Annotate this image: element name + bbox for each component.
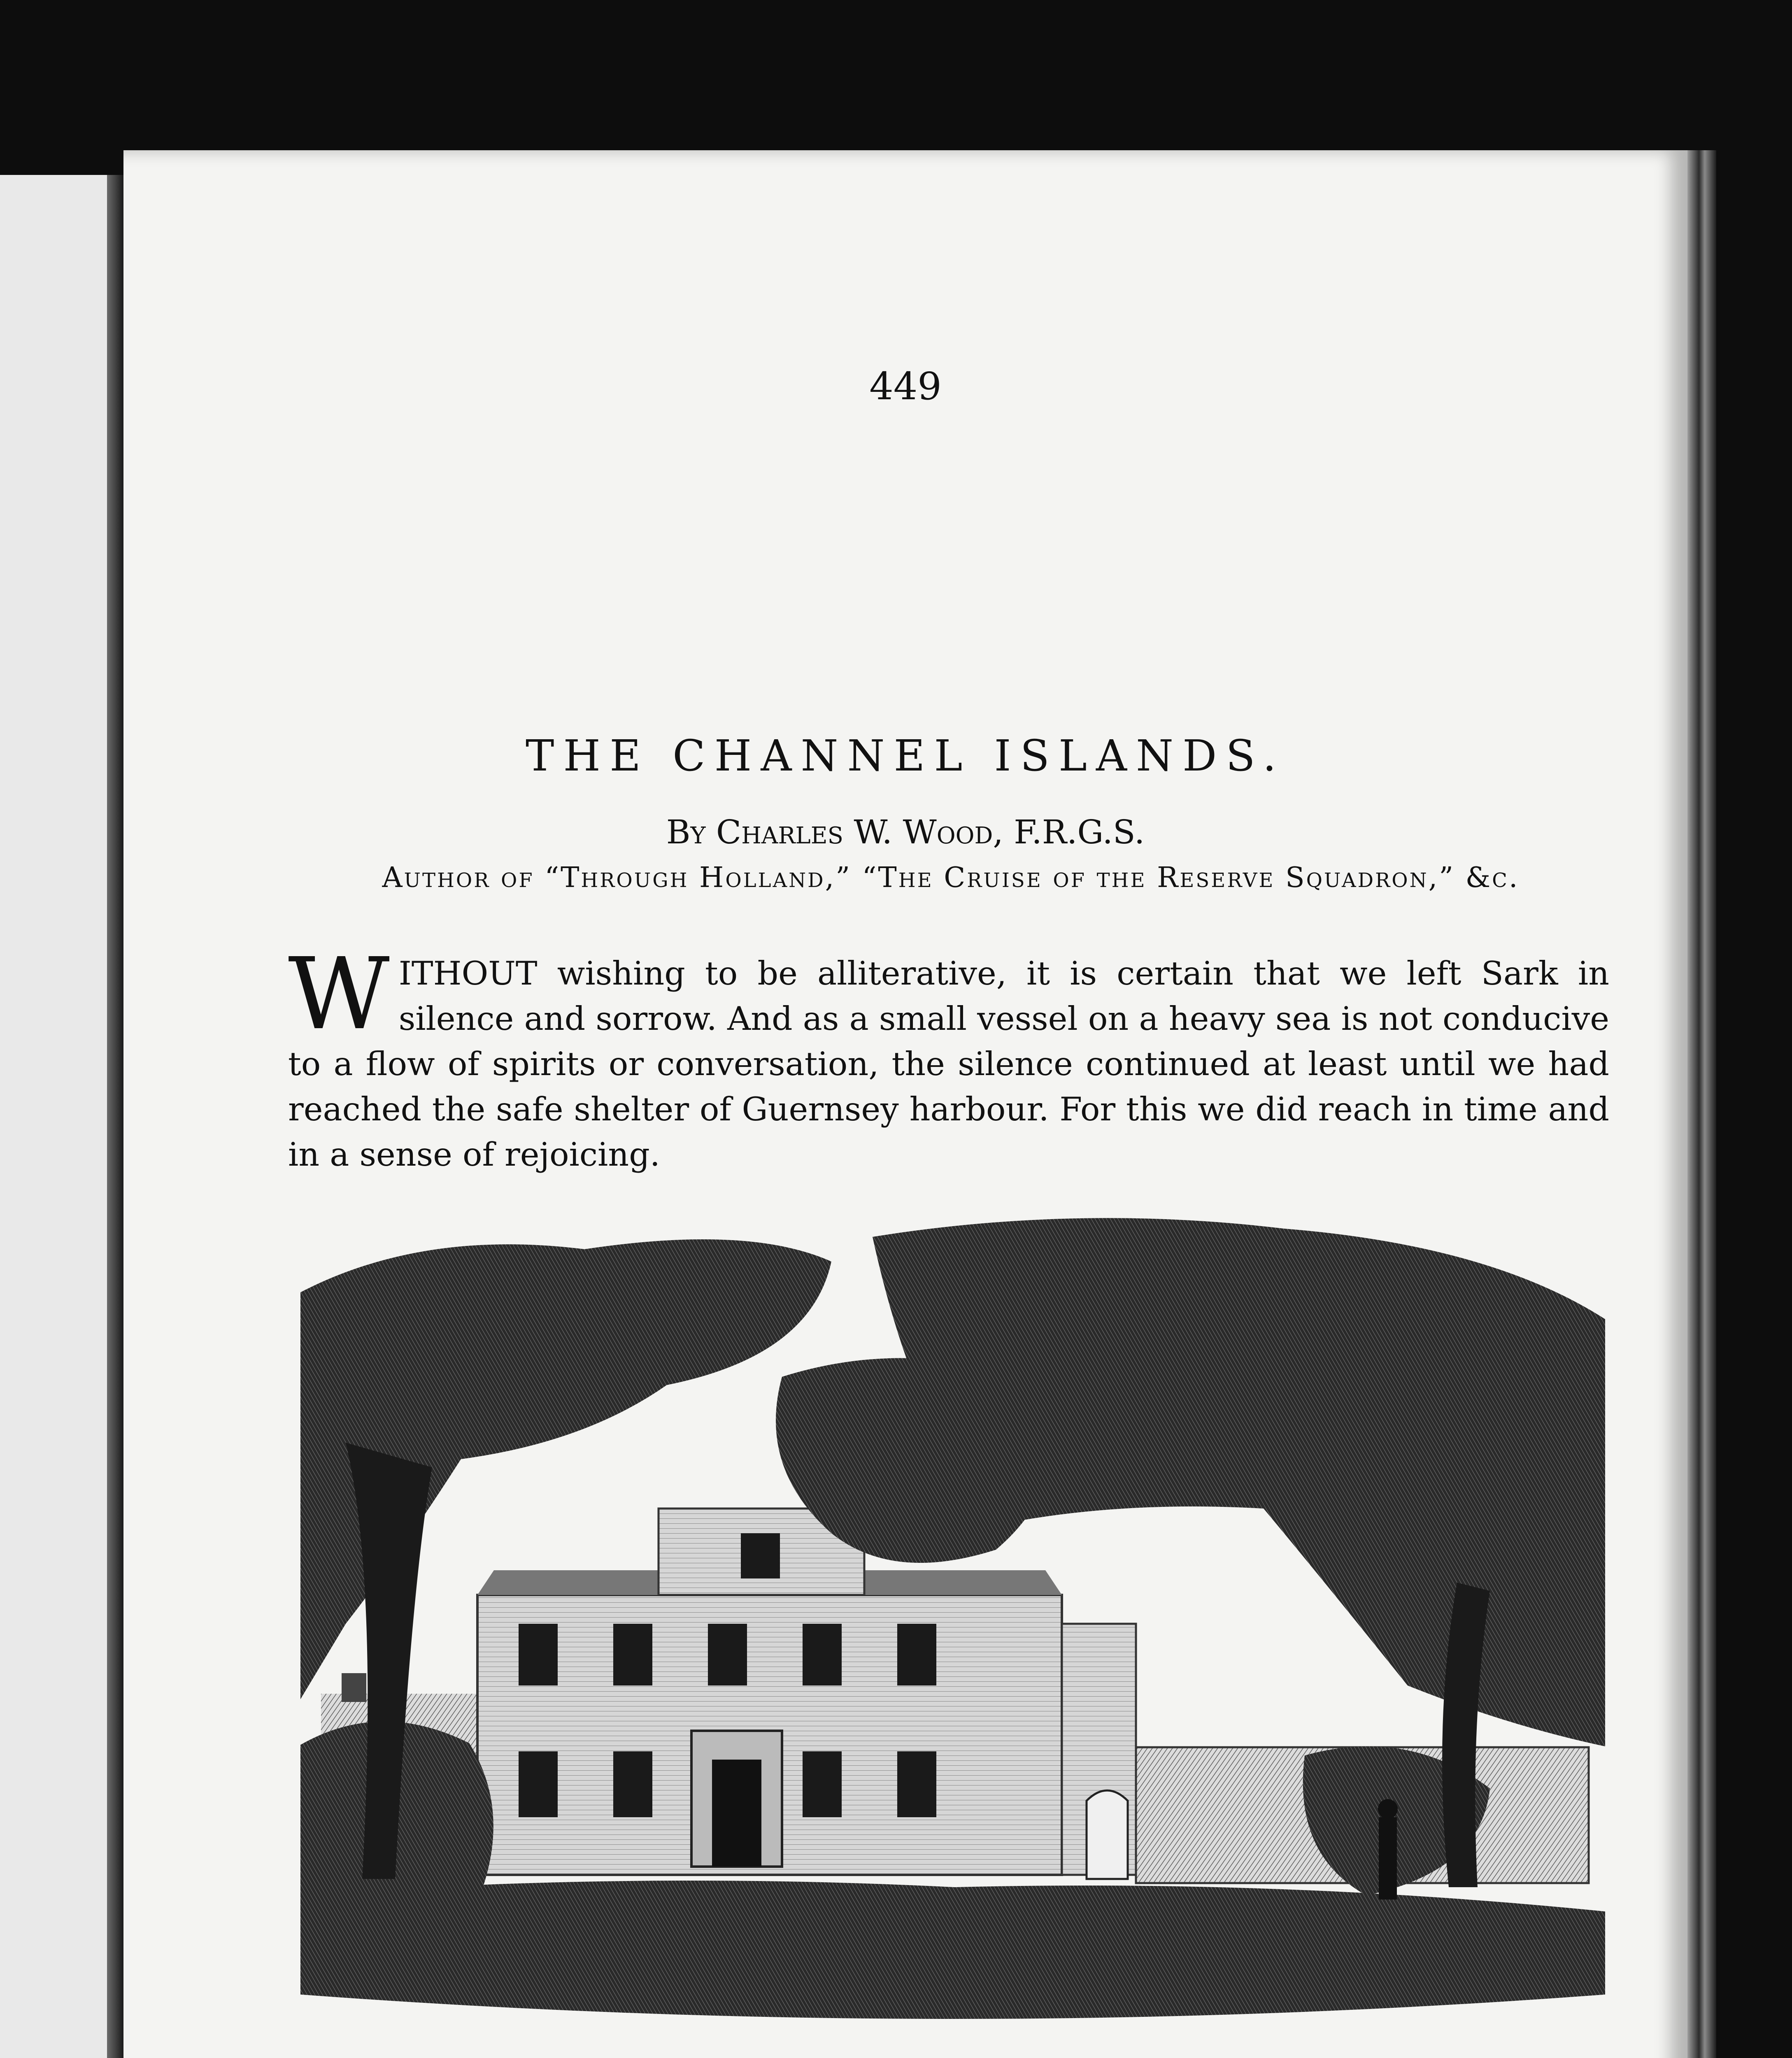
facing-page-edge [0,175,112,2058]
author-works: Author of “Through Holland,” “The Cruise of the Reserve Squadron,” &c. [382,861,1520,894]
opening-paragraph [288,936,1609,1177]
engraving-illustration [296,1212,1609,2058]
lead-in-word: ITHOUT [398,955,538,992]
book-gutter [107,175,123,2058]
drop-cap: W [288,936,390,1052]
author-byline: By Charles W. Wood, F.R.G.S. [666,813,1145,851]
house-engraving [296,1212,1609,2058]
paragraph-text: wishing to be alliterative, it is certain that we left Sark in silence and sorrow. And as a small vessel on a heavy sea is not conducive to a flow of spirits or conversation, the silence continued at least until we had reached the safe shelter of Guernsey harbour. For this we did reach in time and in a sense of rejoicing. [288,955,1609,1173]
article-title: THE CHANNEL ISLANDS. [526,731,1285,781]
book-page [123,150,1687,2058]
page-stack-edge [1687,150,1716,2058]
page-number: 449 [869,364,942,408]
